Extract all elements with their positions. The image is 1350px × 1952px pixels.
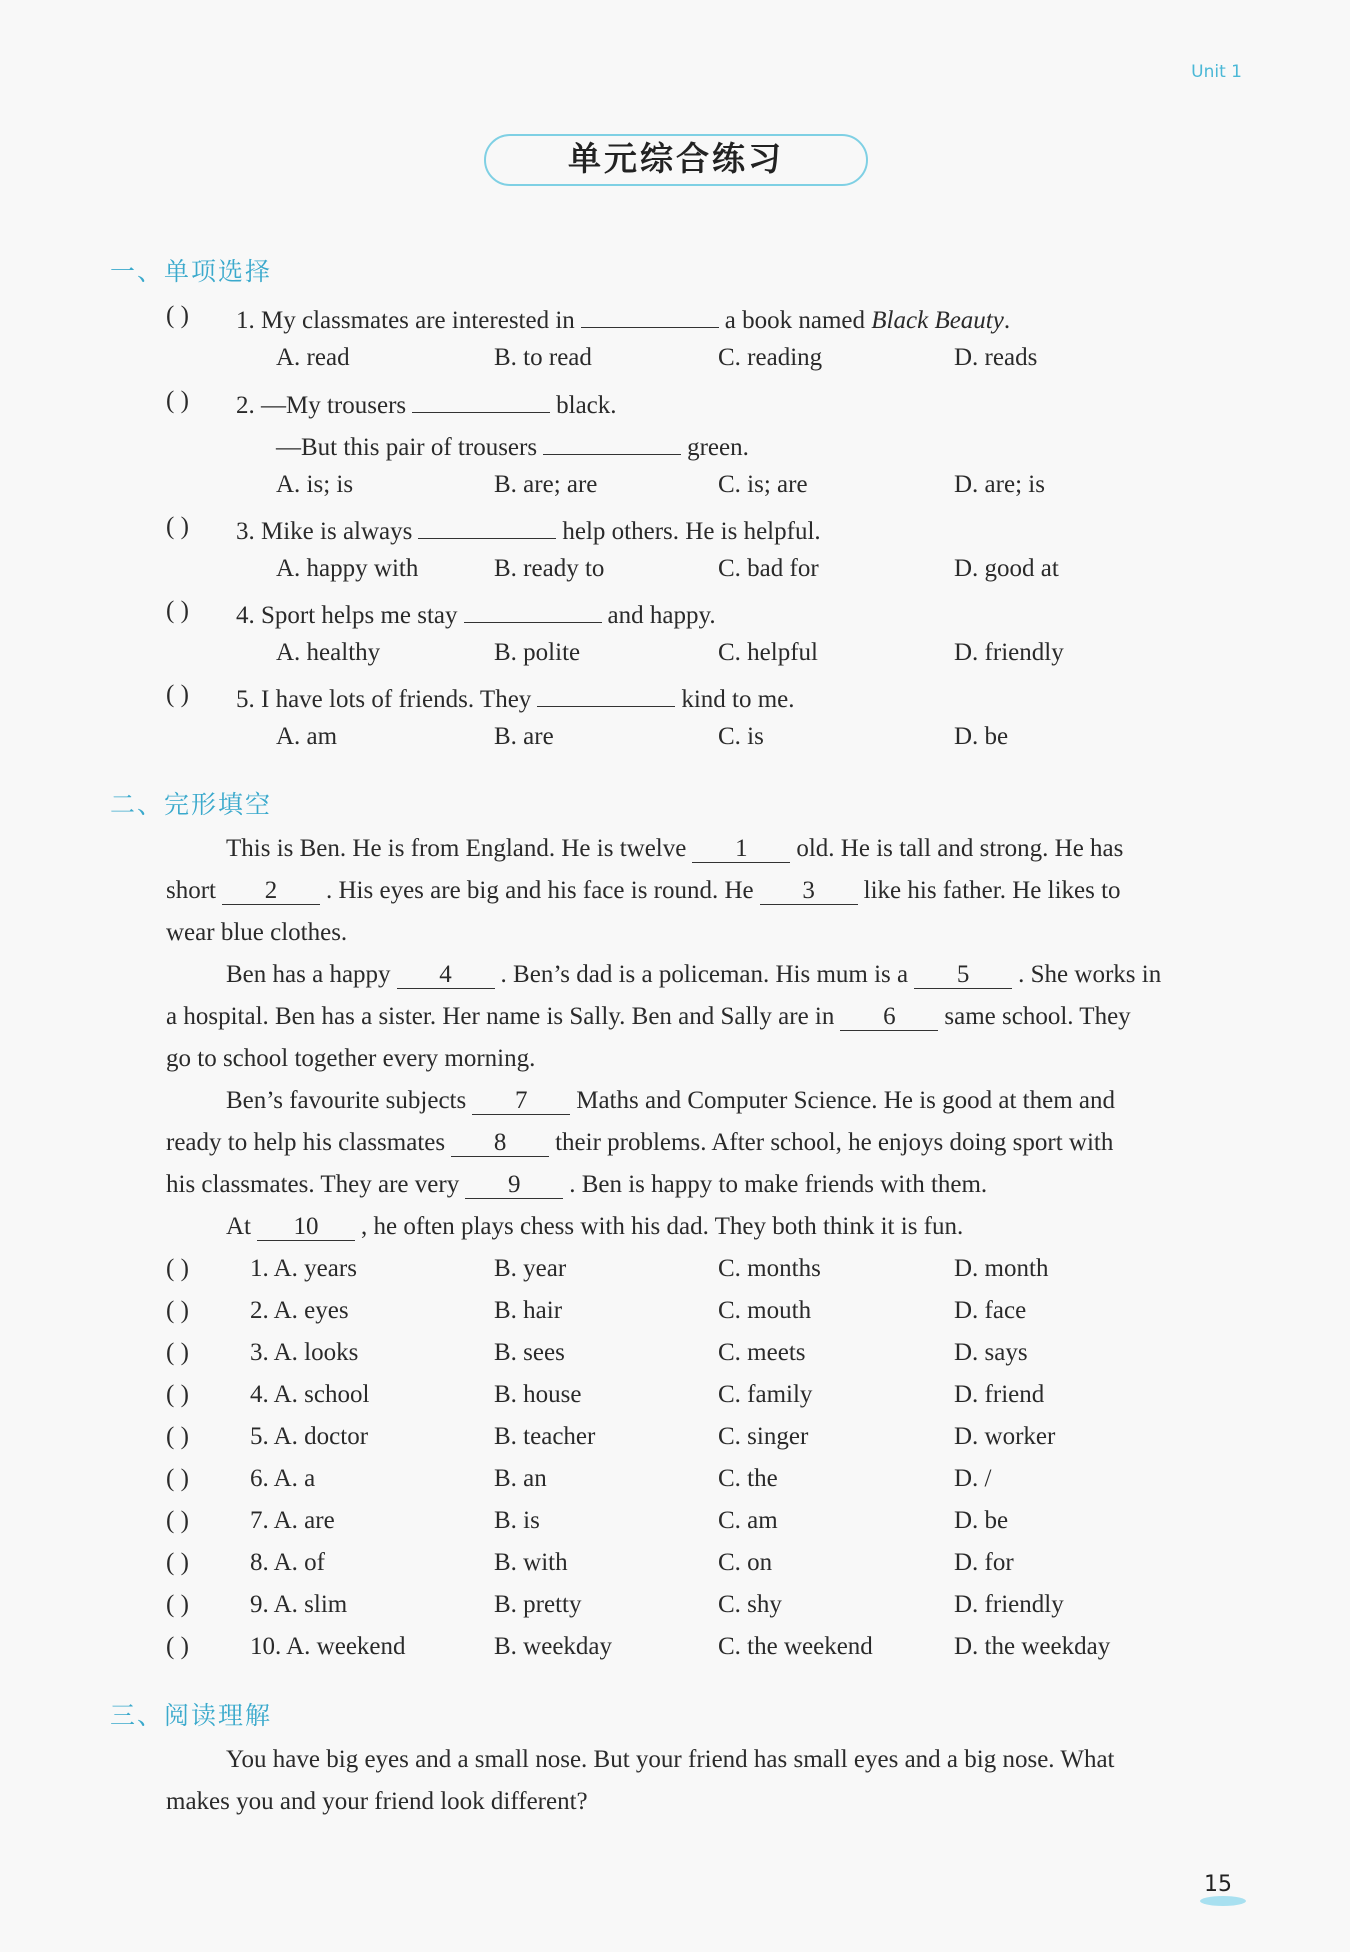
cloze-blank-7[interactable]: 7 (472, 1088, 570, 1115)
reading-line-2: makes you and your friend look different? (166, 1788, 588, 1815)
question-1-text-post: a book named (724, 307, 866, 334)
q1-option-a: A. read (276, 344, 350, 371)
answer-paren-3[interactable]: ( ) (166, 513, 189, 540)
cloze-q9-option-b: B. pretty (494, 1591, 582, 1618)
question-1-blank[interactable] (581, 301, 719, 328)
cloze-p3-line1 (226, 1086, 1115, 1116)
page-number: 15 (1204, 1872, 1232, 1897)
q2-option-b: B. are; are (494, 471, 598, 498)
cloze-text: Ben’s favourite subjects (226, 1087, 467, 1114)
cloze-text: ready to help his classmates (166, 1129, 446, 1156)
cloze-answer-paren-9[interactable]: ( ) (166, 1591, 189, 1618)
cloze-answer-paren-6[interactable]: ( ) (166, 1465, 189, 1492)
cloze-text: short (166, 877, 216, 904)
q3-option-c: C. bad for (718, 555, 819, 582)
section-heading-multiple-choice: 一、单项选择 (110, 257, 273, 286)
q2-option-a: A. is; is (276, 471, 354, 498)
question-3 (236, 512, 821, 547)
question-1-book-title: Black Beauty (871, 307, 1004, 334)
cloze-text: like his father. He likes to (863, 877, 1121, 904)
cloze-q3-option-d: D. says (954, 1339, 1028, 1366)
q5-option-b: B. are (494, 723, 554, 750)
q1-option-b: B. to read (494, 344, 592, 371)
question-2-line2-text: —But this pair of trousers (276, 434, 538, 461)
question-3-blank[interactable] (418, 512, 556, 539)
cloze-q2-option-d: D. face (954, 1297, 1027, 1324)
question-2-text-post: black. (556, 392, 617, 419)
question-2-line2 (276, 428, 749, 463)
cloze-q4-option-c: C. family (718, 1381, 813, 1408)
cloze-blank-1[interactable]: 1 (692, 836, 790, 863)
cloze-q5-option-b: B. teacher (494, 1423, 596, 1450)
cloze-answer-paren-10[interactable]: ( ) (166, 1633, 189, 1660)
cloze-answer-paren-7[interactable]: ( ) (166, 1507, 189, 1534)
cloze-p1-line3: wear blue clothes. (166, 919, 348, 946)
cloze-text: his classmates. They are very (166, 1171, 460, 1198)
cloze-answer-paren-4[interactable]: ( ) (166, 1381, 189, 1408)
question-5-blank[interactable] (537, 680, 675, 707)
cloze-text: At (226, 1213, 251, 1240)
q5-option-c: C. is (718, 723, 764, 750)
cloze-q4-option-d: D. friend (954, 1381, 1045, 1408)
question-2-text: 2. —My trousers (236, 392, 407, 419)
cloze-text: This is Ben. He is from England. He is twelve (226, 835, 687, 862)
question-1-text: 1. My classmates are interested in (236, 307, 575, 334)
cloze-q3-option-a: 3. A. looks (250, 1339, 359, 1366)
cloze-q8-option-b: B. with (494, 1549, 568, 1576)
question-2-blank-2[interactable] (543, 428, 681, 455)
cloze-q7-option-d: D. be (954, 1507, 1009, 1534)
cloze-text: a hospital. Ben has a sister. Her name is Sally. Ben and Sally are in (166, 1003, 835, 1030)
cloze-q9-option-a: 9. A. slim (250, 1591, 348, 1618)
cloze-blank-6[interactable]: 6 (840, 1004, 938, 1031)
cloze-blank-2[interactable]: 2 (222, 878, 320, 905)
question-1-end: . (1003, 307, 1011, 334)
question-5 (236, 680, 795, 715)
question-2-line2-post: green. (687, 434, 749, 461)
q3-option-d: D. good at (954, 555, 1059, 582)
q4-option-c: C. helpful (718, 639, 818, 666)
question-4 (236, 596, 716, 631)
answer-paren-5[interactable]: ( ) (166, 681, 189, 708)
cloze-answer-paren-3[interactable]: ( ) (166, 1339, 189, 1366)
answer-paren-2[interactable]: ( ) (166, 387, 189, 414)
answer-paren-1[interactable]: ( ) (166, 302, 189, 329)
cloze-q1-option-c: C. months (718, 1255, 821, 1282)
section-heading-reading: 三、阅读理解 (110, 1701, 273, 1730)
q4-option-a: A. healthy (276, 639, 381, 666)
cloze-p1-line1 (226, 834, 1123, 864)
cloze-q4-option-a: 4. A. school (250, 1381, 370, 1408)
cloze-text: Maths and Computer Science. He is good at them and (576, 1087, 1116, 1114)
q1-option-c: C. reading (718, 344, 823, 371)
cloze-answer-paren-8[interactable]: ( ) (166, 1549, 189, 1576)
cloze-answer-paren-1[interactable]: ( ) (166, 1255, 189, 1282)
q3-option-a: A. happy with (276, 555, 419, 582)
cloze-q2-option-c: C. mouth (718, 1297, 812, 1324)
q2-option-c: C. is; are (718, 471, 808, 498)
cloze-text: , he often plays chess with his dad. They both think it is fun. (361, 1213, 964, 1240)
cloze-blank-9[interactable]: 9 (465, 1172, 563, 1199)
cloze-q7-option-b: B. is (494, 1507, 540, 1534)
cloze-q10-option-a: 10. A. weekend (250, 1633, 406, 1660)
unit-label: Unit 1 (1191, 62, 1242, 82)
cloze-q1-option-b: B. year (494, 1255, 567, 1282)
cloze-q8-option-d: D. for (954, 1549, 1014, 1576)
question-3-text: 3. Mike is always (236, 518, 413, 545)
cloze-text: their problems. After school, he enjoys doing sport with (555, 1129, 1114, 1156)
cloze-p4-line1 (226, 1212, 963, 1242)
cloze-q6-option-d: D. / (954, 1465, 992, 1492)
cloze-q9-option-d: D. friendly (954, 1591, 1064, 1618)
cloze-q1-option-d: D. month (954, 1255, 1049, 1282)
cloze-q6-option-c: C. the (718, 1465, 778, 1492)
question-3-text-post: help others. He is helpful. (562, 518, 821, 545)
cloze-text: same school. They (944, 1003, 1131, 1030)
q1-option-d: D. reads (954, 344, 1038, 371)
cloze-q6-option-a: 6. A. a (250, 1465, 316, 1492)
cloze-q5-option-c: C. singer (718, 1423, 809, 1450)
cloze-text: . His eyes are big and his face is round. He (326, 877, 754, 904)
cloze-blank-10[interactable]: 10 (257, 1214, 355, 1241)
cloze-p2-line3: go to school together every morning. (166, 1045, 536, 1072)
cloze-q7-option-a: 7. A. are (250, 1507, 335, 1534)
question-4-text: 4. Sport helps me stay (236, 602, 458, 629)
cloze-q5-option-d: D. worker (954, 1423, 1056, 1450)
cloze-q6-option-b: B. an (494, 1465, 547, 1492)
cloze-p2-line2 (166, 1002, 1131, 1032)
reading-line-1: You have big eyes and a small nose. But your friend has small eyes and a big nose. What (226, 1746, 1115, 1773)
cloze-text: . Ben’s dad is a policeman. His mum is a (500, 961, 909, 988)
cloze-blank-8[interactable]: 8 (451, 1130, 549, 1157)
question-4-text-post: and happy. (607, 602, 716, 629)
cloze-blank-3[interactable]: 3 (760, 878, 858, 905)
cloze-q3-option-c: C. meets (718, 1339, 806, 1366)
cloze-text: Ben has a happy (226, 961, 391, 988)
cloze-q8-option-a: 8. A. of (250, 1549, 325, 1576)
page-title: 单元综合练习 (484, 134, 868, 186)
q5-option-d: D. be (954, 723, 1009, 750)
section-heading-cloze: 二、完形填空 (110, 790, 273, 819)
page-number-decoration (1200, 1896, 1246, 1906)
q4-option-b: B. polite (494, 639, 581, 666)
cloze-q10-option-c: C. the weekend (718, 1633, 873, 1660)
q5-option-a: A. am (276, 723, 338, 750)
cloze-q9-option-c: C. shy (718, 1591, 782, 1618)
cloze-text: . Ben is happy to make friends with them. (569, 1171, 988, 1198)
cloze-p1-line2 (166, 876, 1121, 906)
cloze-blank-5[interactable]: 5 (914, 962, 1012, 989)
cloze-q8-option-c: C. on (718, 1549, 773, 1576)
answer-paren-4[interactable]: ( ) (166, 597, 189, 624)
cloze-text: old. He is tall and strong. He has (796, 835, 1124, 862)
q4-option-d: D. friendly (954, 639, 1064, 666)
question-5-text: 5. I have lots of friends. They (236, 686, 532, 713)
cloze-q2-option-a: 2. A. eyes (250, 1297, 349, 1324)
q3-option-b: B. ready to (494, 555, 605, 582)
question-2 (236, 386, 617, 421)
cloze-q7-option-c: C. am (718, 1507, 778, 1534)
cloze-answer-paren-5[interactable]: ( ) (166, 1423, 189, 1450)
cloze-q1-option-a: 1. A. years (250, 1255, 357, 1282)
cloze-q4-option-b: B. house (494, 1381, 582, 1408)
cloze-p3-line2 (166, 1128, 1113, 1158)
question-2-blank[interactable] (412, 386, 550, 413)
cloze-blank-4[interactable]: 4 (397, 962, 495, 989)
question-1 (236, 301, 1010, 336)
cloze-p3-line3 (166, 1170, 987, 1200)
cloze-q5-option-a: 5. A. doctor (250, 1423, 369, 1450)
cloze-q3-option-b: B. sees (494, 1339, 565, 1366)
cloze-text: . She works in (1018, 961, 1162, 988)
cloze-p2-line1 (226, 960, 1161, 990)
question-4-blank[interactable] (464, 596, 602, 623)
cloze-answer-paren-2[interactable]: ( ) (166, 1297, 189, 1324)
cloze-q10-option-b: B. weekday (494, 1633, 613, 1660)
cloze-q10-option-d: D. the weekday (954, 1633, 1111, 1660)
cloze-q2-option-b: B. hair (494, 1297, 563, 1324)
q2-option-d: D. are; is (954, 471, 1045, 498)
question-5-text-post: kind to me. (681, 686, 795, 713)
